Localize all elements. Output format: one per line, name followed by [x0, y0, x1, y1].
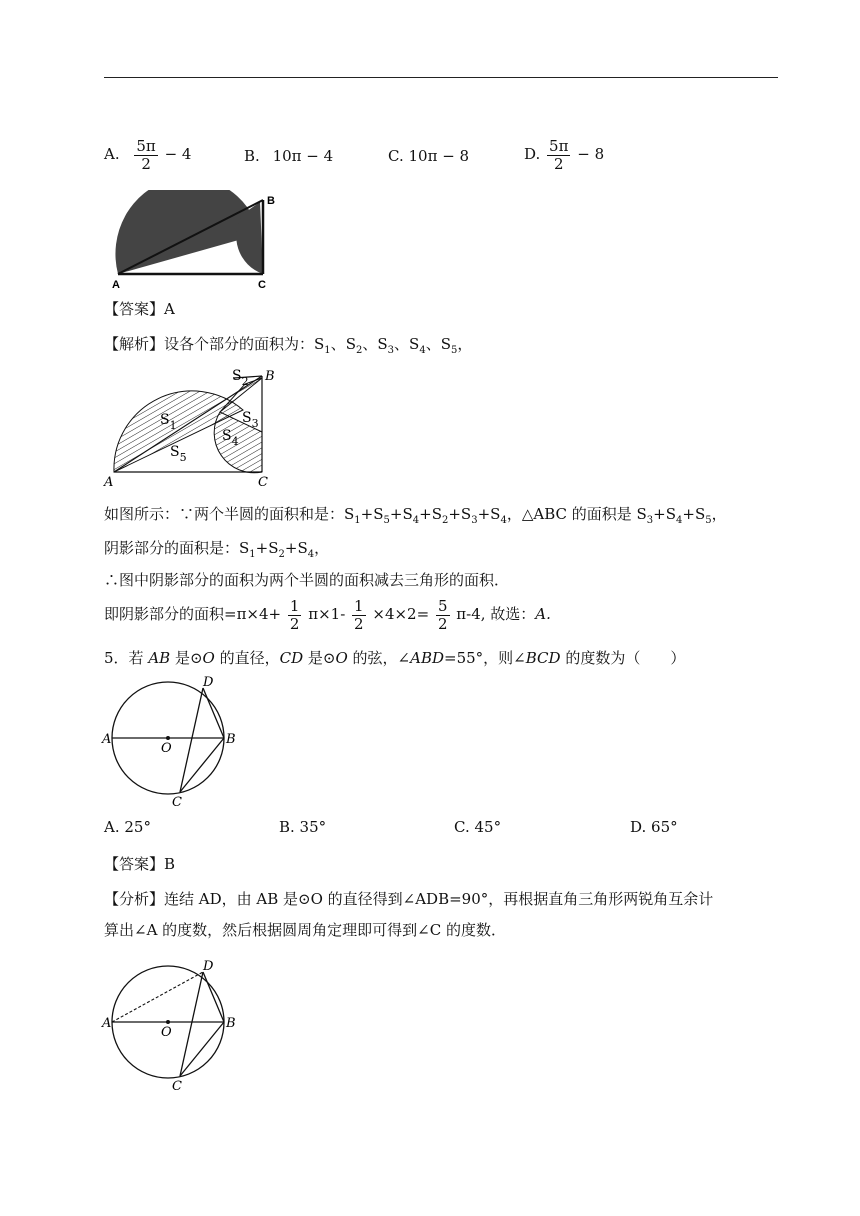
- fraction: [134, 138, 157, 172]
- text: 是⊙: [170, 649, 203, 667]
- subscript: 5: [383, 515, 390, 526]
- text: +S: [284, 539, 308, 557]
- subscript: 1: [324, 345, 331, 356]
- denominator: 2: [437, 614, 448, 633]
- text: ，: [314, 539, 330, 557]
- text: ×4×2=: [372, 605, 430, 623]
- label-o: O: [161, 741, 172, 756]
- figure-circle-q5: [100, 672, 250, 810]
- subscript: 4: [500, 515, 507, 526]
- label-s4: $S_4$: [222, 428, 239, 448]
- chord-cd: [180, 972, 203, 1076]
- option-d: [524, 138, 604, 172]
- subscript: 5: [705, 515, 712, 526]
- q5-option-b: B. 35°: [279, 818, 327, 836]
- subscript: 2: [278, 549, 285, 560]
- text: ABD: [410, 649, 445, 667]
- analysis-prefix: 【解析】设各个部分的面积为：: [104, 335, 315, 353]
- label-b: B: [265, 369, 275, 384]
- text: 即阴影部分的面积=π×4+: [104, 605, 282, 623]
- text: +S: [255, 539, 279, 557]
- q5-stem: [104, 647, 685, 668]
- label-s3: $S_3$: [242, 410, 259, 430]
- text: +S: [448, 505, 472, 523]
- text: 的弦，∠: [347, 649, 411, 667]
- denominator: 2: [553, 154, 564, 173]
- text: AB: [148, 649, 171, 667]
- subscript: 3: [387, 345, 395, 356]
- subscript: 3: [471, 515, 478, 526]
- option-tail: − 8: [577, 145, 605, 163]
- subscript: 4: [676, 515, 683, 526]
- label-a: A: [112, 279, 120, 290]
- center-dot: [166, 736, 170, 740]
- q4-line2: [104, 537, 329, 560]
- q5-option-c: C. 45°: [454, 818, 502, 836]
- figure-labeled-regions: [100, 362, 290, 490]
- numerator: 5π: [549, 137, 569, 155]
- text: CD: [279, 649, 304, 667]
- label-b: B: [226, 732, 236, 747]
- option-letter: A.: [104, 145, 120, 163]
- label-s2: $S_2$: [232, 368, 249, 388]
- option-letter: B.: [244, 147, 260, 165]
- q4-line3: ∴图中阴影部分的面积为两个半圆的面积减去三角形的面积．: [104, 571, 510, 589]
- text: 阴影部分的面积是：S: [104, 539, 250, 557]
- subscript: 4: [412, 515, 420, 526]
- label-d: D: [203, 959, 214, 974]
- subscript: 4: [419, 345, 426, 356]
- text: +S: [682, 505, 706, 523]
- subscript: 4: [307, 549, 315, 560]
- text: A.: [535, 605, 551, 623]
- text: π×1-: [308, 605, 346, 623]
- text: O: [202, 649, 215, 667]
- numerator: 5: [437, 597, 448, 615]
- fraction: [436, 598, 450, 632]
- denominator: 2: [289, 614, 300, 633]
- text: 5．若: [104, 649, 149, 667]
- q5-option-a: A. 25°: [104, 818, 151, 836]
- text: 是⊙: [303, 649, 336, 667]
- subscript: 3: [646, 515, 654, 526]
- q4-analysis-intro: 【解析】设各个部分的面积为：$S_1$、$S_2$、$S_3$、$S_4$、$S_5$，: [104, 335, 473, 356]
- figure-circle-ad: [100, 958, 250, 1096]
- subscript: 1: [249, 549, 256, 560]
- label-s5: $S_5$: [170, 444, 187, 464]
- chord-bd: [203, 688, 224, 738]
- text: O: [335, 649, 348, 667]
- label-b: B: [267, 195, 275, 207]
- numerator: 1: [354, 597, 364, 615]
- figure-shaded-semicircles: [108, 190, 284, 290]
- label-c: C: [258, 475, 268, 490]
- fraction: [288, 598, 302, 632]
- text: 的度数为（ ）: [560, 649, 686, 667]
- label-d: D: [203, 675, 214, 690]
- text: 的直径，: [214, 649, 280, 667]
- label-c: C: [172, 795, 182, 810]
- label-a: A: [104, 475, 114, 490]
- option-text: 10π − 4: [272, 147, 334, 165]
- q5-analysis-line1: 【分析】连结 AD，由 AB 是⊙O 的直径得到∠ADB=90°，再根据直角三角形两锐角互余计: [104, 890, 714, 908]
- q4-line1: [104, 503, 727, 526]
- subscript: 2: [441, 515, 449, 526]
- q4-line4: [104, 598, 551, 632]
- option-tail: − 4: [164, 145, 192, 163]
- option-c: [388, 147, 469, 165]
- subscript: 5: [450, 345, 458, 356]
- dashed-ad: [112, 972, 203, 1022]
- label-o: O: [161, 1025, 172, 1040]
- label-a: A: [102, 1016, 112, 1031]
- text: BCD: [525, 649, 561, 667]
- header-rule: [104, 77, 778, 78]
- label-s1: $S_1$: [160, 412, 177, 432]
- label-a: A: [102, 732, 112, 747]
- area-symbol: S: [345, 335, 356, 353]
- text: +S: [653, 505, 677, 523]
- label-c: C: [258, 279, 266, 290]
- chord-bd: [203, 972, 224, 1022]
- area-symbol: S: [377, 335, 388, 353]
- denominator: 2: [141, 154, 151, 173]
- subscript: 1: [354, 515, 361, 526]
- numerator: 1: [289, 597, 300, 615]
- text: 如图所示：∵两个半圆的面积和是：S: [104, 505, 355, 523]
- subscript: 2: [355, 345, 363, 356]
- q4-answer: 【答案】A: [104, 300, 175, 318]
- chord-cd: [180, 688, 203, 792]
- text: ，: [711, 505, 727, 523]
- text: =55°，则∠: [444, 649, 526, 667]
- text: π-4, 故选：: [456, 605, 536, 623]
- fraction: [547, 138, 570, 172]
- area-symbol: S: [314, 335, 325, 353]
- text: ，△ABC 的面积是 S: [506, 505, 647, 523]
- text: +S: [360, 505, 384, 523]
- option-letter: C.: [388, 147, 404, 165]
- area-symbol: S: [440, 335, 451, 353]
- center-dot: [166, 1020, 170, 1024]
- text: +S: [419, 505, 442, 523]
- text: +S: [477, 505, 501, 523]
- option-a: [104, 138, 191, 172]
- q5-option-d: D. 65°: [630, 818, 678, 836]
- fraction: [352, 598, 366, 632]
- denominator: 2: [354, 614, 364, 633]
- option-b: [244, 147, 333, 165]
- option-letter: D.: [524, 145, 541, 163]
- label-c: C: [172, 1079, 182, 1094]
- q5-analysis-line2: 算出∠A 的度数，然后根据圆周角定理即可得到∠C 的度数．: [104, 921, 506, 939]
- text: +S: [389, 505, 413, 523]
- option-text: 10π − 8: [408, 147, 470, 165]
- area-symbol: S: [409, 335, 420, 353]
- label-b: B: [226, 1016, 236, 1031]
- q5-answer: 【答案】B: [104, 855, 176, 873]
- numerator: 5π: [136, 137, 156, 155]
